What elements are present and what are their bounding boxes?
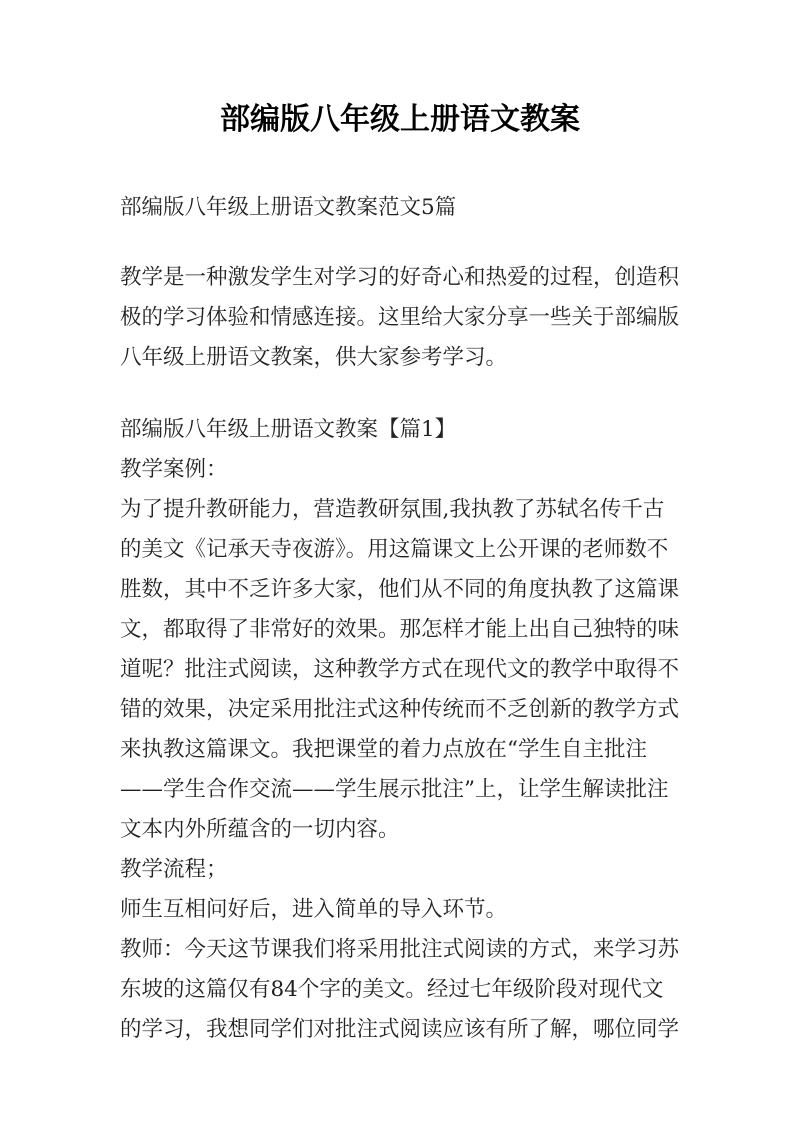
intro-line: 极的学习体验和情感连接。这里给大家分享一些关于部编版 xyxy=(120,305,680,330)
section-heading: 部编版八年级上册语文教案【篇1】 xyxy=(120,417,457,442)
body-line: 道呢？批注式阅读，这种教学方式在现代文的教学中取得不 xyxy=(120,657,680,682)
intro-paragraph xyxy=(120,258,690,378)
section-label: 教学流程； xyxy=(120,857,228,882)
body-line: 教师：今天这节课我们将采用批注式阅读的方式，来学习苏 xyxy=(120,937,680,962)
body-line: 来执教这篇课文。我把课堂的着力点放在“学生自主批注 xyxy=(120,737,647,762)
body-line: 文本内外所蕴含的一切内容。 xyxy=(120,817,400,842)
document-subtitle: 部编版八年级上册语文教案范文5篇 xyxy=(120,195,457,220)
body-line: 胜数，其中不乏许多大家，他们从不同的角度执教了这篇课 xyxy=(120,577,680,602)
body-line: 错的效果，决定采用批注式这种传统而不乏创新的教学方式 xyxy=(120,697,680,722)
intro-line: 教学是一种激发学生对学习的好奇心和热爱的过程，创造积 xyxy=(120,265,680,290)
body-line: 为了提升教研能力，营造教研氛围,我执教了苏轼名传千古 xyxy=(120,497,665,522)
section-label: 教学案例： xyxy=(120,457,228,482)
body-line: 文，都取得了非常好的效果。那怎样才能上出自己独特的味 xyxy=(120,617,680,642)
document-title: 部编版八年级上册语文教案 xyxy=(220,102,580,137)
body-line: 东坡的这篇仅有84个字的美文。经过七年级阶段对现代文 xyxy=(120,977,664,1002)
intro-line: 八年级上册语文教案，供大家参考学习。 xyxy=(120,345,508,370)
lesson-plan-section xyxy=(120,410,690,1050)
body-line: ——学生合作交流——学生展示批注”上，让学生解读批注 xyxy=(120,777,669,802)
body-line: 的学习，我想同学们对批注式阅读应该有所了解，哪位同学 xyxy=(120,1017,680,1042)
body-line: 的美文《记承天寺夜游》。用这篇课文上公开课的老师数不 xyxy=(120,537,669,562)
body-line: 师生互相问好后，进入简单的导入环节。 xyxy=(120,897,508,922)
